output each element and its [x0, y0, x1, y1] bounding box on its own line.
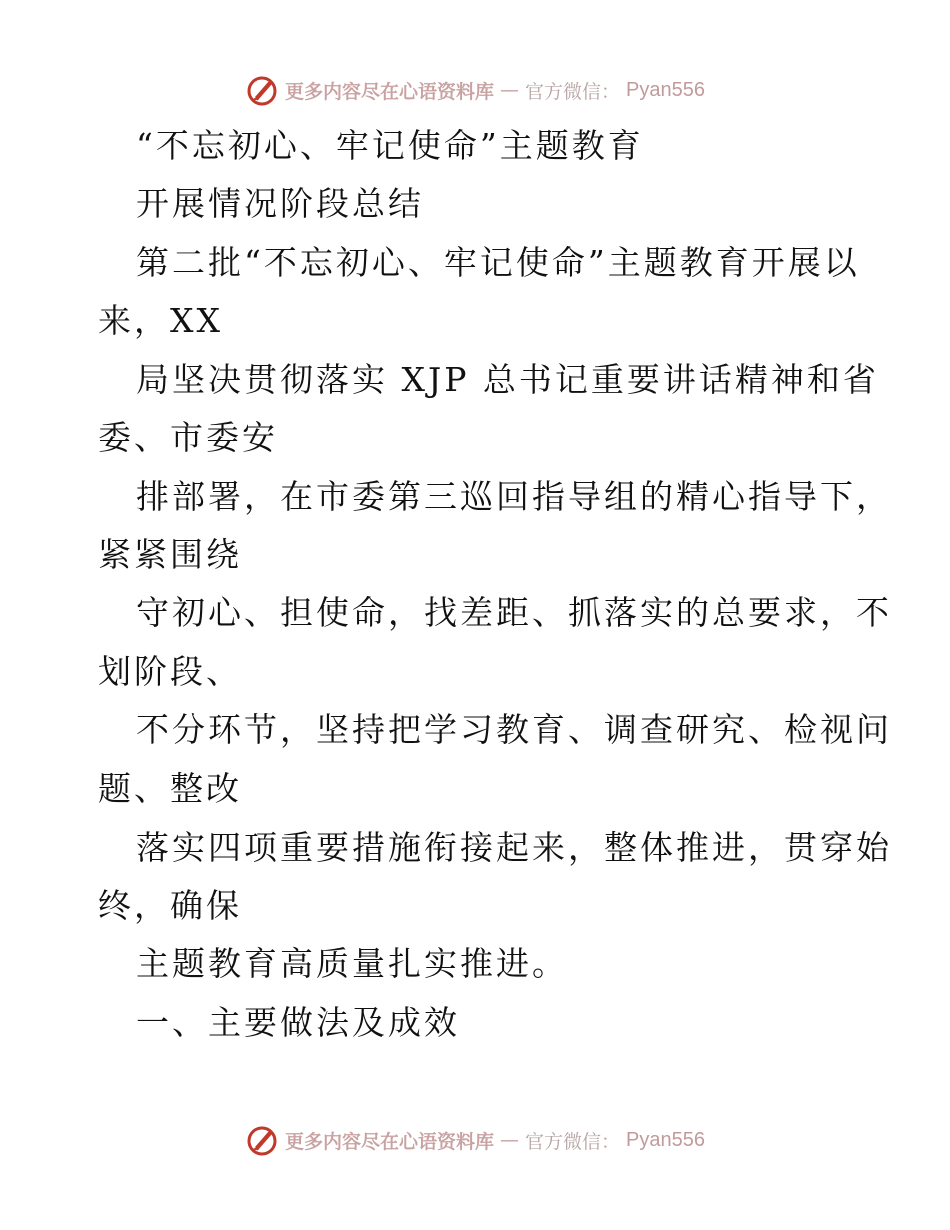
watermark-text: 更多内容尽在心语资料库	[285, 1130, 495, 1153]
watermark-sub: 官方微信：	[525, 1130, 621, 1153]
doc-line: 第二批“不忘初心、牢记使命”主题教育开展以	[136, 243, 860, 282]
doc-line: 落实四项重要措施衔接起来，整体推进，贯穿始	[136, 828, 892, 867]
doc-line: 不分环节，坚持把学习教育、调查研究、检视问	[136, 710, 892, 749]
doc-line: 排部署，在市委第三巡回指导组的精心指导下，	[136, 477, 892, 516]
brush-logo-icon	[245, 73, 279, 107]
doc-line: 委、市委安	[98, 418, 278, 457]
doc-section-heading: 一、主要做法及成效	[136, 1003, 460, 1042]
watermark-footer	[0, 1120, 950, 1160]
watermark-header	[0, 70, 950, 110]
watermark-text: 更多内容尽在心语资料库	[285, 80, 495, 103]
doc-line: 来，XX	[98, 301, 223, 340]
doc-line: 划阶段、	[98, 652, 242, 691]
brush-logo-icon	[245, 1123, 279, 1157]
doc-line: 紧紧围绕	[98, 535, 242, 574]
doc-line: 局坚决贯彻落实 XJP 总书记重要讲话精神和省	[136, 360, 879, 399]
doc-line: 题、整改	[98, 769, 242, 808]
doc-line: 主题教育高质量扎实推进。	[136, 944, 568, 983]
doc-title-line-1: “不忘初心、牢记使命”主题教育	[136, 126, 644, 165]
watermark-dash: —	[500, 1129, 520, 1151]
watermark-id: Pyan556	[626, 1128, 705, 1151]
watermark-id: Pyan556	[626, 78, 705, 101]
doc-line: 守初心、担使命，找差距、抓落实的总要求，不	[136, 593, 892, 632]
doc-title-line-2: 开展情况阶段总结	[136, 184, 424, 223]
watermark-dash: —	[500, 79, 520, 101]
doc-line: 终，确保	[98, 886, 242, 925]
watermark-sub: 官方微信：	[525, 80, 621, 103]
